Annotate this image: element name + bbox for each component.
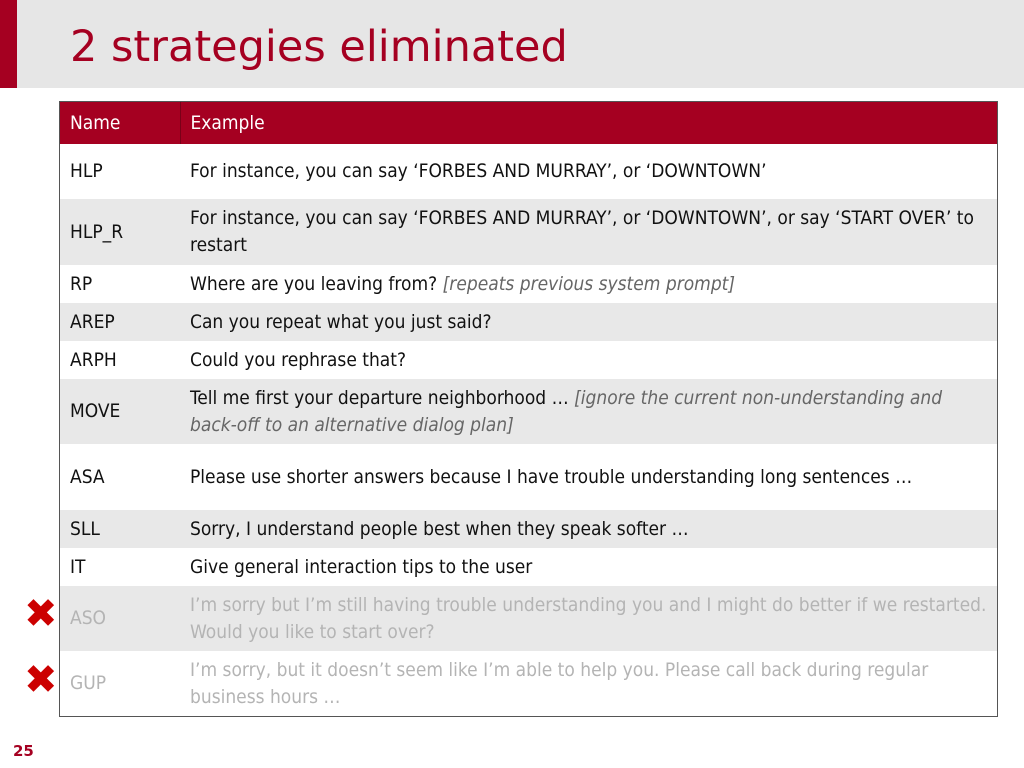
example-text: Give general interaction tips to the user [190, 555, 533, 578]
strategy-example [180, 651, 997, 716]
strategy-name: MOVE [60, 379, 180, 444]
strategy-example [180, 265, 997, 303]
example-text: For instance, you can say ‘FORBES AND MURRAY’, or ‘DOWNTOWN’ [190, 160, 767, 182]
strategy-name: SLL [60, 510, 180, 548]
table-row [60, 379, 997, 444]
strategy-example [180, 379, 997, 444]
strategy-example [180, 510, 997, 548]
table-row-eliminated [60, 651, 997, 716]
strategy-example [180, 444, 997, 510]
column-header-example: Example [180, 102, 997, 144]
example-text: I’m sorry but I’m still having trouble understanding you and I might do better if we restarted. Would you like to start over? [190, 593, 987, 643]
strategy-name: GUP [60, 651, 180, 716]
slide-title: 2 strategies eliminated [70, 22, 568, 72]
table-row [60, 199, 997, 265]
page-number: 25 [13, 742, 34, 760]
table-row [60, 303, 997, 341]
table-row [60, 144, 997, 199]
strategy-example [180, 548, 997, 586]
example-text: Sorry, I understand people best when they speak softer … [190, 517, 689, 540]
column-header-name: Name [60, 102, 180, 144]
example-text: Could you rephrase that? [190, 348, 407, 371]
strategy-name: ARPH [60, 341, 180, 379]
table-row [60, 548, 997, 586]
strategy-example [180, 303, 997, 341]
example-text: I’m sorry, but it doesn’t seem like I’m able to help you. Please call back during regular business hours … [190, 658, 929, 708]
example-note: [ignore the current non-understanding and back-off to an alternative dialog plan] [190, 386, 943, 436]
example-text: Tell me first your departure neighborhood … [190, 386, 569, 409]
title-accent-bar [0, 0, 17, 88]
example-text: Where are you leaving from? [190, 272, 438, 295]
strategy-example [180, 199, 997, 265]
strategy-name: HLP [60, 144, 180, 199]
table-row [60, 444, 997, 510]
example-note: [repeats previous system prompt] [442, 272, 736, 295]
strategy-example [180, 341, 997, 379]
strategy-name: ASO [60, 586, 180, 651]
example-text: For instance, you can say ‘FORBES AND MURRAY’, or ‘DOWNTOWN’, or say ‘START OVER’ to restart [190, 207, 974, 256]
strategy-example [180, 144, 997, 199]
strategy-example [180, 586, 997, 651]
table-row [60, 341, 997, 379]
strategy-name: RP [60, 265, 180, 303]
eliminated-x-icon: ✖ [24, 657, 58, 703]
table-row-eliminated [60, 586, 997, 651]
strategies-table [59, 101, 998, 717]
example-text: Can you repeat what you just said? [190, 310, 492, 333]
strategy-name: HLP_R [60, 199, 180, 265]
strategy-name: IT [60, 548, 180, 586]
strategy-name: ASA [60, 444, 180, 510]
table-row [60, 510, 997, 548]
strategy-name: AREP [60, 303, 180, 341]
eliminated-x-icon: ✖ [24, 591, 58, 637]
table-row [60, 265, 997, 303]
example-text: Please use shorter answers because I have trouble understanding long sentences … [190, 465, 913, 488]
table-header-row [60, 102, 997, 144]
